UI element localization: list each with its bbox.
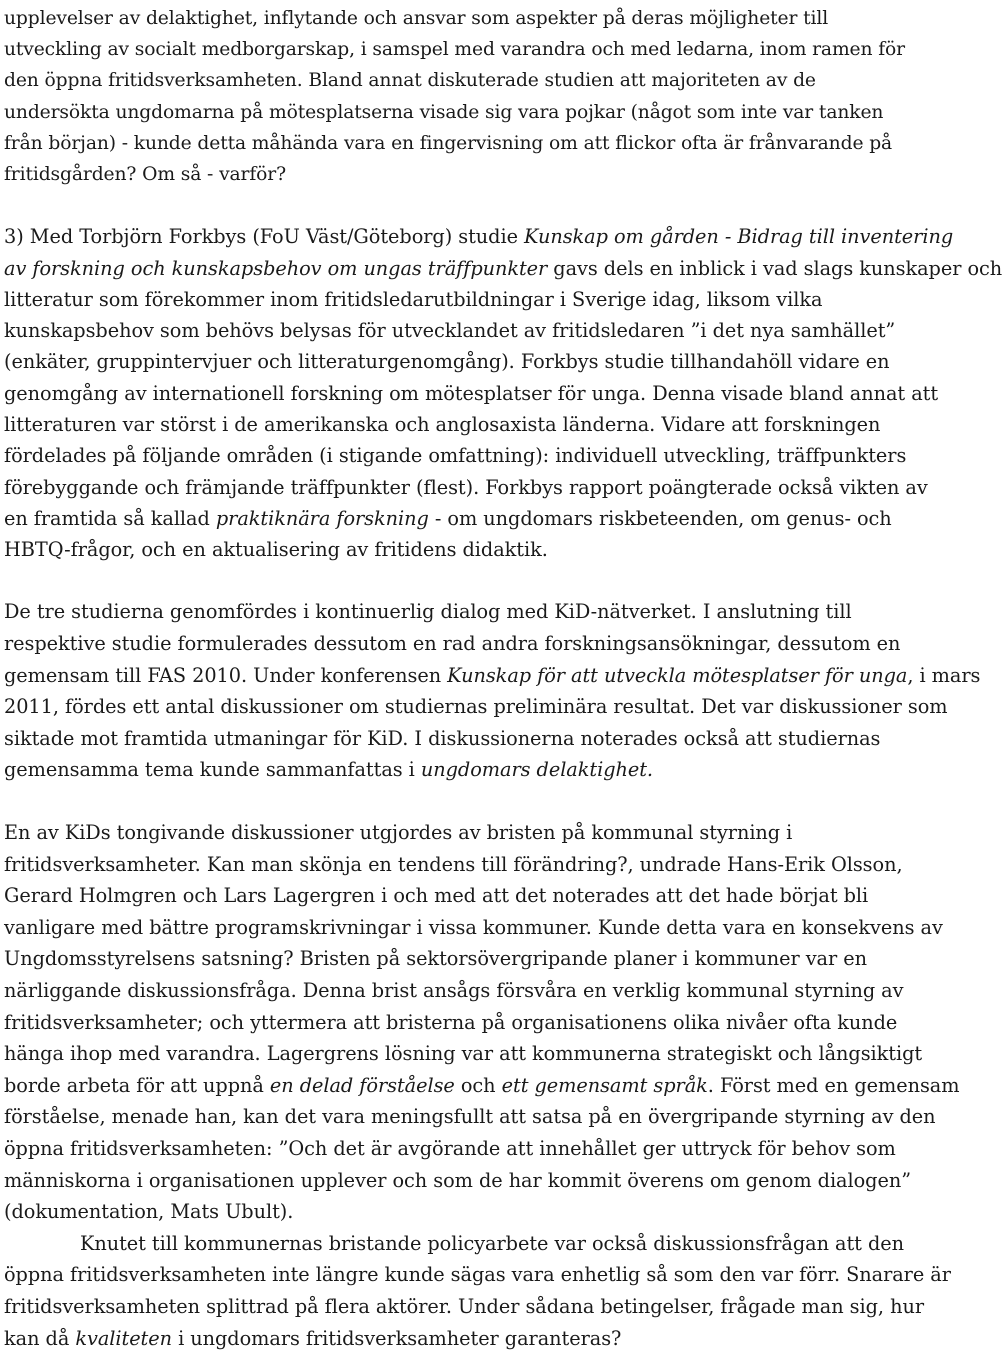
text-run: en framtida så kallad: [4, 506, 216, 530]
italic-term: praktiknära forskning: [215, 506, 429, 530]
paragraph-4: [4, 817, 960, 1228]
text-line: utveckling av socialt medborgarskap, i samspel med varandra och med ledarna, inom ramen för: [4, 39, 905, 61]
text-line: [4, 1323, 960, 1355]
text-line: öppna fritidsverksamheten inte längre kunde sägas vara enhetlig så som den var förr. Snarare är: [4, 1263, 951, 1287]
text-line: undersökta ungdomarna på mötesplatserna visade sig vara pojkar (något som inte var tanken: [4, 101, 884, 123]
text-line: upplevelser av delaktighet, inflytande och ansvar som aspekter på deras möjligheter till: [4, 8, 829, 29]
report-title-italic: Kunskap om gården - Bidrag till inventering: [524, 225, 954, 249]
text-line: kunskapsbehov som behövs belysas för utvecklandet av fritidsledaren ”i det nya samhället”: [4, 319, 896, 343]
text-line: hänga ihop med varandra. Lagergrens lösning var att kommunerna strategiskt och långsiktigt: [4, 1042, 923, 1066]
text-line: [4, 1070, 960, 1102]
paragraph-1: [4, 0, 960, 190]
text-line: [4, 503, 960, 534]
text-line: [4, 754, 960, 786]
text-line: fritidsverksamheter. Kan man skönja en tendens till förändring?, undrade Hans-Erik Olsson,: [4, 852, 903, 876]
text-run: i ungdomars fritidsverksamheter garanteras?: [172, 1326, 622, 1350]
text-line: litteratur som förekommer inom fritidsledarutbildningar i Sverige idag, liksom vilka: [4, 287, 823, 311]
text-line: Ungdomsstyrelsens satsning? Bristen på sektorsövergripande planer i kommuner var en: [4, 947, 867, 971]
text-run: - om ungdomars riskbeteenden, om genus- och: [428, 506, 892, 530]
text-line: fördelades på följande områden (i stigande omfattning): individuell utveckling, träffpunkters: [4, 444, 907, 468]
text-line: Gerard Holmgren och Lars Lagergren i och med att det noterades att det hade börjat bli: [4, 884, 869, 908]
text-run: gemensam till FAS 2010. Under konferensen: [4, 663, 448, 687]
text-line: (enkäter, gruppintervjuer och litteraturgenomgång). Forkbys studie tillhandahöll vidare en: [4, 350, 890, 374]
text-line: siktade mot framtida utmaningar för KiD. I diskussionerna noterades också att studiernas: [4, 726, 881, 750]
text-run: kan då: [4, 1326, 76, 1350]
paragraph-2: [4, 221, 1002, 565]
paragraph-spacer: [4, 786, 960, 817]
paragraph-spacer: [4, 565, 960, 596]
text-line: De tre studierna genomfördes i kontinuerlig dialog med KiD-nätverket. I anslutning till: [4, 600, 852, 624]
text-line: förståelse, menade han, kan det vara meningsfullt att satsa på en övergripande styrning av den: [4, 1105, 936, 1129]
paragraph-spacer: [4, 190, 960, 221]
text-line: (dokumentation, Mats Ubult).: [4, 1200, 294, 1224]
text-line: 2011, fördes ett antal diskussioner om studiernas preliminära resultat. Det var diskussioner som: [4, 695, 948, 719]
text-line: genomgång av internationell forskning om mötesplatser för unga. Denna visade bland annat att: [4, 381, 939, 405]
text-line: [4, 253, 1002, 284]
text-line: från början) - kunde detta måhända vara en fingervisning om att flickor ofta är frånvarande på: [4, 132, 893, 154]
text-line: HBTQ-frågor, och en aktualisering av fritidens didaktik.: [4, 538, 548, 562]
text-line: fritidsgården? Om så - varför?: [4, 164, 286, 186]
text-line: respektive studie formulerades dessutom en rad andra forskningsansökningar, dessutom en: [4, 632, 901, 656]
italic-term: ungdomars delaktighet.: [420, 758, 654, 782]
text-run: gavs dels en inblick i vad slags kunskaper och: [547, 256, 1002, 280]
text-line: Knutet till kommunernas bristande policyarbete var också diskussionsfrågan att den: [80, 1231, 904, 1255]
text-run: borde arbeta för att uppnå: [4, 1073, 270, 1097]
text-line: den öppna fritidsverksamheten. Bland annat diskuterade studien att majoriteten av de: [4, 70, 816, 92]
text-run: , i mars: [907, 663, 981, 687]
text-line: vanligare med bättre programskrivningar i vissa kommuner. Kunde detta vara en konsekvens av: [4, 915, 943, 939]
report-title-italic: av forskning och kunskapsbehov om ungas träffpunkter: [4, 256, 548, 280]
text-line: närliggande diskussionsfråga. Denna brist ansågs försvåra en verklig kommunal styrning av: [4, 979, 904, 1003]
text-line: öppna fritidsverksamheten: ”Och det är avgörande att innehållet ger uttryck för behov som: [4, 1136, 896, 1160]
text-line: En av KiDs tongivande diskussioner utgjordes av bristen på kommunal styrning i: [4, 821, 793, 845]
text-run: . Först med en gemensam: [707, 1073, 960, 1097]
text-line: människorna i organisationen upplever och som de har kommit överens om genom dialogen”: [4, 1168, 912, 1192]
text-run: och: [454, 1073, 502, 1097]
italic-term: kvaliteten: [75, 1326, 172, 1350]
conference-title-italic: Kunskap för att utveckla mötesplatser för unga: [447, 663, 908, 687]
text-line: förebyggande och främjande träffpunkter (flest). Forkbys rapport poängterade också vikten av: [4, 475, 928, 499]
text-line: [4, 221, 960, 252]
text-line: litteraturen var störst i de amerikanska och anglosaxista länderna. Vidare att forskningen: [4, 413, 881, 436]
italic-term: en delad förståelse: [269, 1073, 455, 1097]
text-line: fritidsverksamheten splittrad på flera aktörer. Under sådana betingelser, frågade man sig, hur: [4, 1294, 924, 1318]
text-run: 3) Med Torbjörn Forkbys (FoU Väst/Göteborg) studie: [4, 225, 525, 249]
text-line: fritidsverksamheter; och yttermera att bristerna på organisationens olika nivåer ofta kunde: [4, 1010, 898, 1034]
paragraph-3: [4, 596, 981, 786]
text-line: [4, 660, 981, 692]
paragraph-5: [4, 1228, 960, 1354]
text-run: gemensamma tema kunde sammanfattas i: [4, 758, 421, 782]
italic-term: ett gemensamt språk: [501, 1073, 708, 1097]
